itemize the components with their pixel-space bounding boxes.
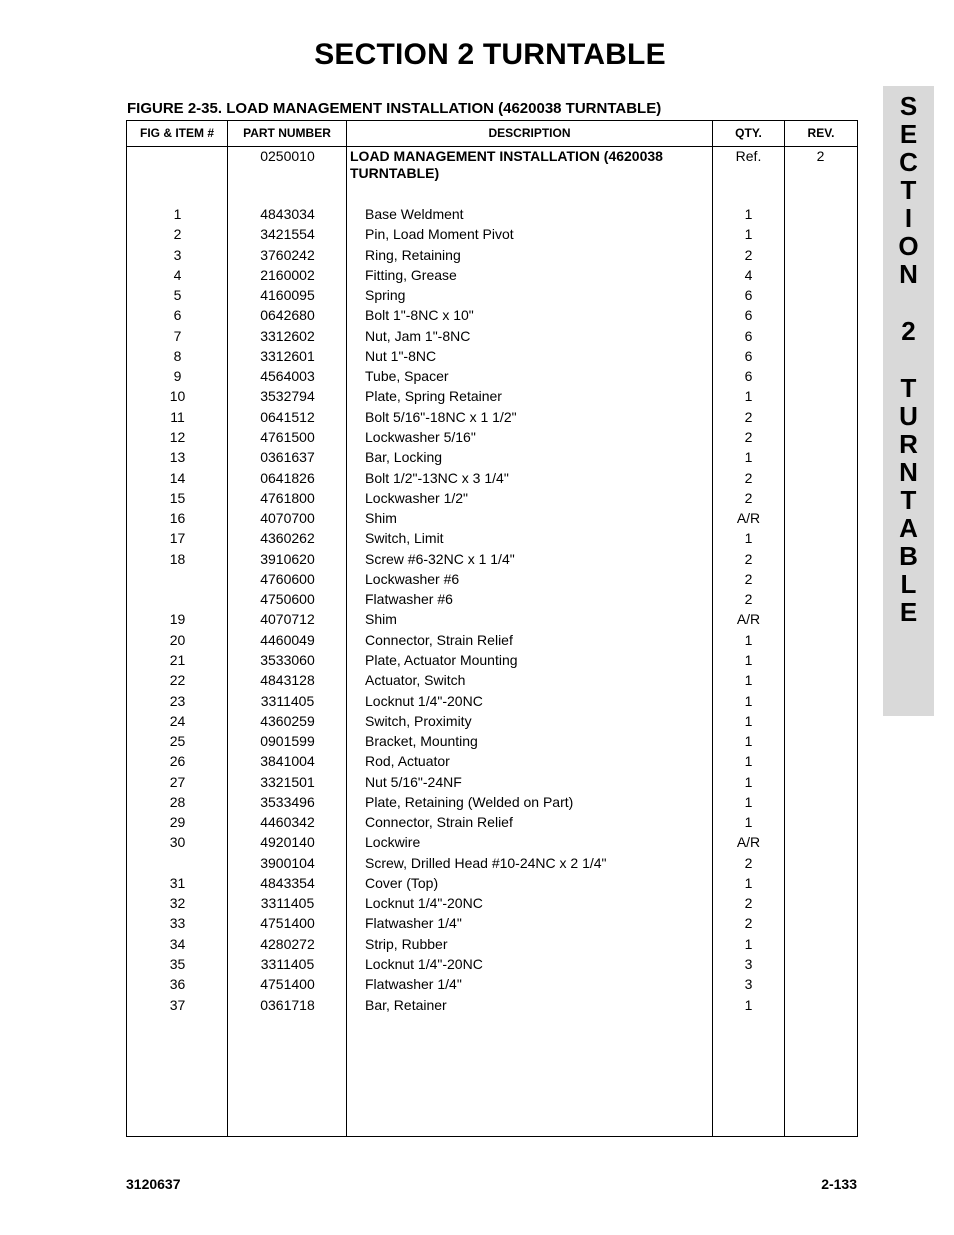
quantity: 1 [744,874,753,891]
table-row [127,386,857,406]
table-header [127,121,857,147]
part-number: 4360259 [260,712,315,729]
parts-table [126,120,858,1137]
item-number: 20 [169,631,186,648]
quantity: 1 [744,935,753,952]
quantity: 6 [744,287,753,304]
table-row [127,265,857,285]
side-tab-letter: E [899,597,918,627]
part-number: 4920140 [260,834,315,851]
part-number: 3311405 [260,956,315,972]
item-number: 18 [169,550,186,567]
item-number: 6 [173,307,182,324]
table-row [127,650,857,670]
table-row [127,285,857,305]
side-tab-letter: O [898,231,919,261]
item-number: 26 [169,753,186,770]
quantity: 2 [744,489,753,506]
item-number: 33 [169,915,186,932]
part-number: 4360262 [260,530,315,547]
side-tab-letter: N [899,457,918,487]
side-tab-spacer [883,288,934,317]
item-number: 21 [169,651,186,668]
part-number: 4751400 [260,915,315,932]
doc-number: 3120637 [126,1176,181,1192]
table-row [127,569,857,589]
description: Lockwasher 1/2" [365,489,469,506]
quantity: 3 [744,956,753,972]
table-row [127,873,857,893]
item-number: 24 [169,712,186,729]
table-row [127,609,857,629]
side-tab-letter: E [899,119,918,149]
part-number: 4843034 [260,206,315,222]
description: Nut, Jam 1"-8NC [365,327,471,344]
item-number: 25 [169,733,186,749]
table-row [127,447,857,467]
item-number: 23 [169,692,186,709]
quantity: 2 [744,854,753,871]
quantity: 1 [744,996,753,1013]
quantity: 2 [744,895,753,912]
description: Fitting, Grease [365,266,457,283]
part-number: 3321501 [260,773,315,790]
table-row [127,691,857,711]
quantity: 1 [744,449,753,466]
quantity: 2 [744,429,753,445]
side-tab-letter: C [899,147,918,177]
part-number: 3312602 [260,327,315,344]
part-number: 3421554 [260,226,315,243]
part-number: 3533060 [260,651,315,668]
quantity: A/R [736,510,761,527]
description: Locknut 1/4"-20NC [365,956,483,972]
part-number: 3760242 [260,246,315,263]
header-part-number: PART NUMBER [243,126,331,140]
part-number: 3532794 [260,388,315,405]
description: Cover (Top) [365,874,439,891]
item-number: 35 [169,956,186,972]
description: Lockwasher #6 [365,570,460,587]
item-number: 14 [169,469,186,486]
table-row [127,549,857,569]
quantity: 1 [744,733,753,749]
assembly-part-number: 0250010 [260,148,315,164]
assembly-description: LOAD MANAGEMENT INSTALLATION (4620038 TURNTABLE) [350,148,663,181]
description: Strip, Rubber [365,935,448,952]
description: Locknut 1/4"-20NC [365,895,483,912]
header-qty: QTY. [735,126,762,140]
quantity: 1 [744,793,753,810]
table-row [127,913,857,933]
table-row [127,792,857,812]
quantity: A/R [736,611,761,628]
item-number: 17 [169,530,186,547]
quantity: 2 [744,570,753,587]
item-number: 37 [169,996,186,1013]
description: Spring [365,287,406,304]
side-tab-letter: 2 [901,316,916,346]
table-row [127,488,857,508]
side-tab-letter: T [900,175,917,205]
side-tab-letter: N [899,259,918,289]
quantity: 1 [744,631,753,648]
part-number: 0361637 [260,449,315,466]
table-row [127,974,857,994]
side-tab-spacer [883,345,934,374]
description: Nut 5/16"-24NF [365,773,462,790]
side-tab-letter: T [900,485,917,515]
description: Ring, Retaining [365,246,461,263]
description: Bracket, Mounting [365,733,478,749]
table-row [127,630,857,650]
part-number: 4160095 [260,287,315,304]
description: Lockwire [365,834,421,851]
side-tab-letter: I [904,203,913,233]
part-number: 4564003 [260,368,315,385]
description: Bolt 5/16"-18NC x 1 1/2" [365,408,517,425]
description: Bar, Retainer [365,996,447,1013]
header-rev: REV. [807,126,835,140]
part-number: 4070712 [260,611,315,628]
table-row [127,832,857,852]
side-tab-letter: L [900,569,917,599]
table-row [127,934,857,954]
part-number: 4761800 [260,489,315,506]
table-row [127,326,857,346]
description: Plate, Spring Retainer [365,388,502,405]
table-row [127,245,857,265]
table-row [127,305,857,325]
quantity: 1 [744,206,753,222]
quantity: 2 [744,246,753,263]
description: Connector, Strain Relief [365,631,513,648]
part-number: 0641512 [260,408,315,425]
item-number: 10 [169,388,186,405]
item-number: 13 [169,449,186,466]
part-number: 0641826 [260,469,315,486]
quantity: 2 [744,591,753,608]
section-title: SECTION 2 TURNTABLE [314,38,666,71]
quantity: 2 [744,915,753,932]
description: Rod, Actuator [365,753,450,770]
item-number: 15 [169,489,186,506]
item-number: 27 [169,773,186,790]
description: Shim [365,510,397,527]
description: Bolt 1"-8NC x 10" [365,307,474,324]
table-row [127,589,857,609]
part-number: 4751400 [260,976,315,993]
quantity: 1 [744,753,753,770]
side-tab-letter: R [899,429,918,459]
table-row [127,407,857,427]
item-number: 36 [169,976,186,993]
table-row [127,670,857,690]
quantity: 1 [744,692,753,709]
description: Flatwasher #6 [365,591,453,608]
quantity: 1 [744,814,753,831]
table-row [127,751,857,771]
description: Shim [365,611,397,628]
item-number: 19 [169,611,186,628]
assembly-row [127,148,857,188]
part-number: 0642680 [260,307,315,324]
part-number: 4750600 [260,591,315,608]
table-row [127,853,857,873]
item-number: 7 [173,327,182,344]
quantity: 2 [744,550,753,567]
page-number: 2-133 [821,1176,857,1192]
part-number: 4761500 [260,429,315,445]
item-number: 30 [169,834,186,851]
item-number: 29 [169,814,186,831]
assembly-qty: Ref. [735,148,762,164]
quantity: 4 [744,266,753,283]
quantity: 2 [744,408,753,425]
description: Switch, Limit [365,530,444,547]
item-number: 16 [169,510,186,527]
table-row [127,204,857,224]
part-number: 3910620 [260,550,315,567]
part-number: 4760600 [260,570,315,587]
table-row [127,812,857,832]
description: Screw, Drilled Head #10-24NC x 2 1/4" [365,854,607,871]
part-number: 4070700 [260,510,315,527]
description: Tube, Spacer [365,368,449,385]
item-number: 8 [173,347,182,364]
description: Locknut 1/4"-20NC [365,692,483,709]
item-number: 11 [170,408,185,425]
side-tab-letter: A [899,513,918,543]
quantity: 1 [744,672,753,689]
figure-title: FIGURE 2-35. LOAD MANAGEMENT INSTALLATION (4620038 TURNTABLE) [127,100,662,117]
part-number: 4460342 [260,814,315,831]
description: Lockwasher 5/16" [365,429,476,445]
side-tab-letter: B [899,541,918,571]
table-row [127,427,857,447]
quantity: 6 [744,347,753,364]
description: Flatwasher 1/4" [365,915,462,932]
description: Connector, Strain Relief [365,814,513,831]
part-number: 3312601 [260,347,315,364]
quantity: 2 [744,469,753,486]
table-row [127,366,857,386]
description: Bolt 1/2"-13NC x 3 1/4" [365,469,509,486]
table-row [127,508,857,528]
part-number: 2160002 [260,266,315,283]
table-row [127,528,857,548]
side-tab-letter: S [899,91,918,121]
part-number: 4280272 [260,935,315,952]
table-row [127,731,857,751]
quantity: A/R [736,834,761,851]
header-fig-item: FIG & ITEM # [139,126,214,140]
item-number: 31 [169,874,186,891]
quantity: 6 [744,327,753,344]
table-row [127,954,857,974]
description: Pin, Load Moment Pivot [365,226,514,243]
table-row [127,346,857,366]
quantity: 1 [744,712,753,729]
item-number: 4 [173,266,182,283]
quantity: 6 [744,307,753,324]
description: Actuator, Switch [365,672,466,689]
item-number: 5 [173,287,182,304]
item-number: 34 [169,935,186,952]
table-row [127,893,857,913]
description: Plate, Actuator Mounting [365,651,518,668]
side-tab-letter: T [900,373,917,403]
item-number: 3 [173,246,182,263]
part-number: 3841004 [260,753,315,770]
part-number: 3311405 [260,895,315,912]
part-number: 4843128 [260,672,315,689]
description: Screw #6-32NC x 1 1/4" [365,550,515,567]
item-number: 2 [173,226,182,243]
quantity: 6 [744,368,753,385]
side-tab-letters [883,92,934,626]
table-row [127,468,857,488]
table-row [127,995,857,1015]
part-number: 4460049 [260,631,315,648]
part-number: 3311405 [260,692,315,709]
item-number: 9 [173,368,182,385]
quantity: 1 [744,651,753,668]
side-tab-letter: U [899,401,918,431]
quantity: 3 [744,976,753,993]
quantity: 1 [744,773,753,790]
item-number: 28 [169,793,186,810]
assembly-rev: 2 [816,148,825,164]
item-number: 32 [169,895,186,912]
quantity: 1 [744,388,753,405]
description: Plate, Retaining (Welded on Part) [365,793,574,810]
quantity: 1 [744,226,753,243]
part-number: 0361718 [260,996,315,1013]
part-number: 3900104 [260,854,315,871]
description: Flatwasher 1/4" [365,976,462,993]
item-number: 12 [169,429,186,445]
description: Bar, Locking [365,449,443,466]
table-row [127,711,857,731]
section-side-tab [883,86,934,716]
table-row [127,224,857,244]
part-number: 0901599 [260,733,315,749]
description: Nut 1"-8NC [365,347,437,364]
header-description: DESCRIPTION [488,126,571,140]
quantity: 1 [744,530,753,547]
description: Switch, Proximity [365,712,472,729]
part-number: 4843354 [260,874,315,891]
item-number: 1 [173,206,182,222]
item-number: 22 [169,672,186,689]
part-number: 3533496 [260,793,315,810]
description: Base Weldment [365,206,464,222]
table-row [127,772,857,792]
